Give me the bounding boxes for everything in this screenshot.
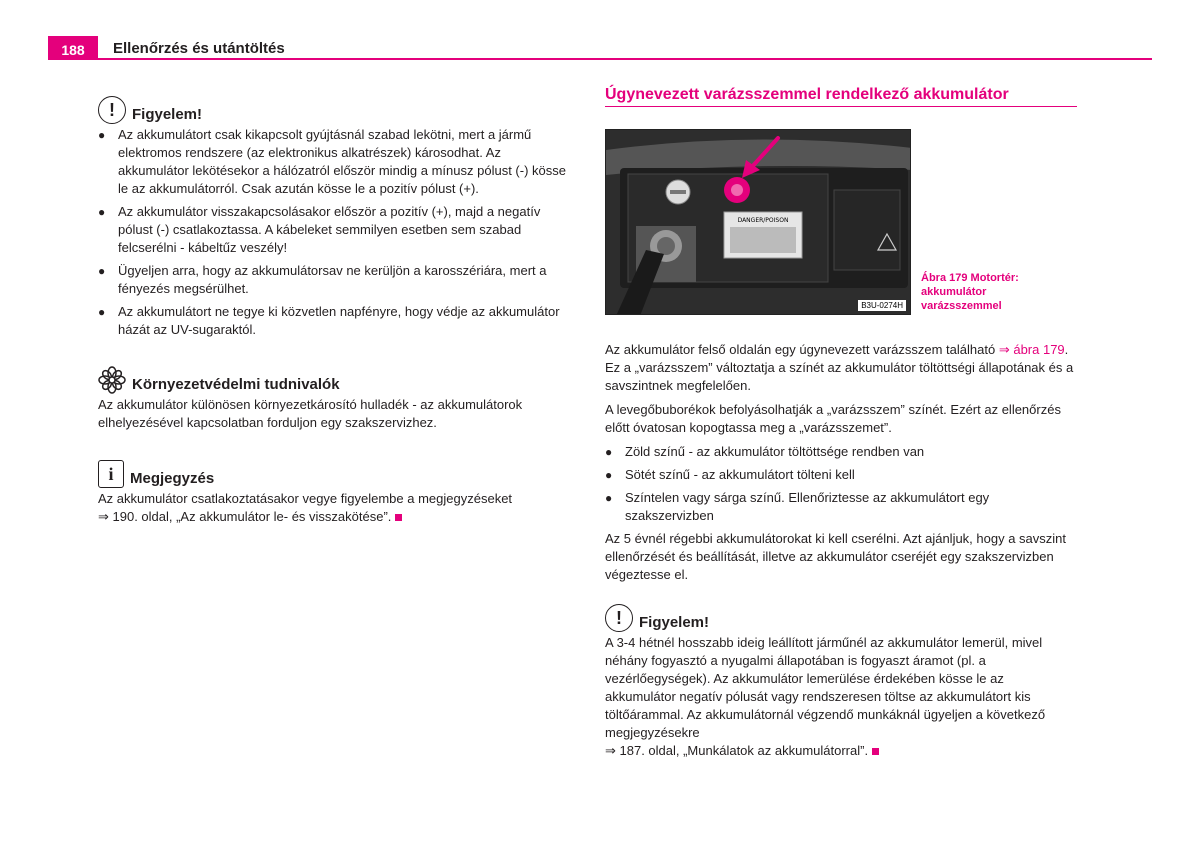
warning-heading xyxy=(605,600,1077,632)
bullet-icon: ● xyxy=(98,205,106,219)
bullet-icon: ● xyxy=(98,305,106,319)
page-reference-link[interactable]: ⇒ 190. oldal, „Az akkumulátor le- és visszakötése”. xyxy=(98,509,392,524)
bullet-icon: ● xyxy=(605,491,613,505)
warning-title: Figyelem! xyxy=(639,614,710,631)
list-item: ● Színtelen vagy sárga színű. Ellenőriztesse az akkumulátort egy szakszervizben xyxy=(605,490,990,523)
battery-figure xyxy=(605,129,911,315)
page-number: 188 xyxy=(48,36,98,60)
figure-caption: Ábra 179 Motortér: akkumulátor varázsszemmel xyxy=(921,272,1019,312)
environment-text: Az akkumulátor különösen környezetkárosító hulladék - az akkumulátorok elhelyezésével kapcsolatban forduljon egy szakszervizhez. xyxy=(98,397,523,430)
list-item: ● Az akkumulátort csak kikapcsolt gyújtásnál szabad lekötni, mert a jármű elektromos rendszere (az elektronikus alkatrészek) károsodhat. Az akkumulátor lekötésekor a hálózatról először mindig a mínusz pólust (-) kösse le az akkumulátorról. Csak azután kösse le a pozitív pólust (+). xyxy=(98,127,566,196)
section-title: Úgynevezett varázsszemmel rendelkező akkumulátor xyxy=(605,86,1077,107)
list-item: ● Az akkumulátort ne tegye ki közvetlen napfényre, hogy védje az akkumulátor házát az UV-sugaraktól. xyxy=(98,304,560,337)
info-icon: i xyxy=(98,460,124,488)
right-column xyxy=(605,86,1077,766)
header-rule xyxy=(48,58,1152,60)
paragraph: A levegőbuborékok befolyásolhatják a „varázsszem” színét. Ezért az ellenőrzés előtt óvatosan kopogtassa meg a „varázsszemet”. xyxy=(605,402,1061,435)
warning-icon: ! xyxy=(98,96,126,124)
note-title: Megjegyzés xyxy=(130,470,215,487)
warning-title: Figyelem! xyxy=(132,106,203,123)
end-mark xyxy=(872,748,879,755)
paragraph: Az 5 évnél régebbi akkumulátorokat ki kell cserélni. Azt ajánljuk, hogy a savszint ellenőrzését és beállítását, illetve az akkumulátor cseréjét egy szakszervizben végeztesse el. xyxy=(605,531,1067,582)
list-item: ● Ügyeljen arra, hogy az akkumulátorsav ne kerüljön a karosszériára, mert a fényezés megsérülhet. xyxy=(98,263,547,296)
warning-text: A 3-4 hétnél hosszabb ideig leállított járműnél az akkumulátor lemerül, mivel néhány fogyasztó a nyugalmi állapotában is fogyaszt áramot (pl. a vezérlőegységek). Az akkumulátor lemerülése érdekében kösse le az akkumulátor negatív pólusát vagy rendszeresen töltse az akkumulátort kis töltőárammal. Az akkumulátornál végzendő munkáknál ügyeljen a következő megjegyzésekre ⇒ 187. oldal, „Munkálatok az akkumulátorral”. xyxy=(605,635,1046,758)
bullet-icon: ● xyxy=(98,128,106,142)
note-text: Az akkumulátor csatlakoztatásakor vegye figyelembe a megjegyzéseket ⇒ 190. oldal, „Az akkumulátor le- és visszakötése”. xyxy=(98,491,513,524)
list-item: ● Zöld színű - az akkumulátor töltöttsége rendben van xyxy=(605,444,925,459)
list-item: ● Sötét színű - az akkumulátort tölteni kell xyxy=(605,467,855,482)
bullet-icon: ● xyxy=(605,468,613,482)
danger-label: DANGER/POISON xyxy=(737,217,789,224)
environment-heading xyxy=(98,362,568,394)
chapter-title: Ellenőrzés és utántöltés xyxy=(113,40,285,57)
warning-heading xyxy=(98,92,568,124)
bullet-icon: ● xyxy=(605,445,613,459)
list-item: ● Az akkumulátor visszakapcsolásakor először a pozitív (+), majd a negatív pólust (-) csatlakoztassa. A kábeleket semmilyen esetben sem szabad felcserélni - kábeltűz veszély! xyxy=(98,204,541,255)
battery-illustration xyxy=(606,130,911,315)
page-reference-link[interactable]: ⇒ 187. oldal, „Munkálatok az akkumulátorral”. xyxy=(605,743,869,758)
end-mark xyxy=(395,514,402,521)
warning-icon: ! xyxy=(605,604,633,632)
page-header xyxy=(0,0,1200,70)
figure-block xyxy=(605,129,1077,315)
paragraph: Az akkumulátor felső oldalán egy úgynevezett varázsszem található ⇒ ábra 179. Ez a „varázsszem” változtatja a színét az akkumulátor töltöttségi állapotának és a savszintnek megfelelően. xyxy=(605,342,1074,393)
figure-code: B3U-0274H xyxy=(858,300,906,311)
left-column xyxy=(98,92,568,532)
note-heading xyxy=(98,456,568,488)
figure-reference-link[interactable]: ⇒ ábra 179 xyxy=(998,342,1065,357)
bullet-icon: ● xyxy=(98,264,106,278)
flower-icon xyxy=(98,366,126,394)
environment-title: Környezetvédelmi tudnivalók xyxy=(132,376,340,393)
